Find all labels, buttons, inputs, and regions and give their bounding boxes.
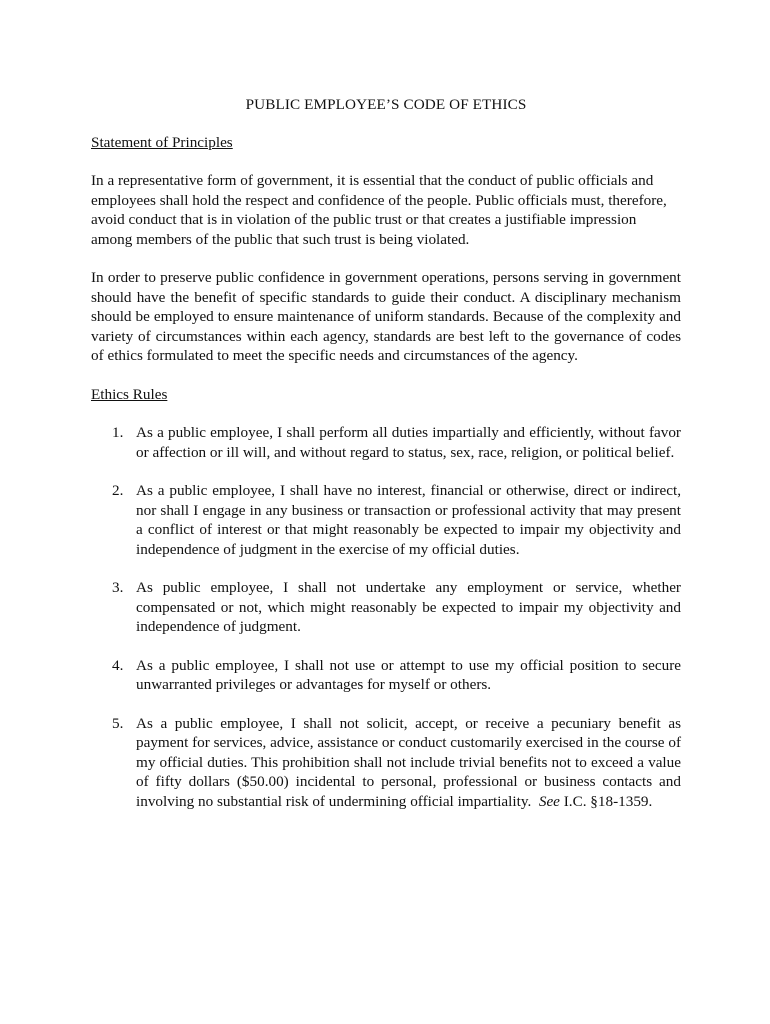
list-item-text: As public employee, I shall not undertake any employment or service, whether compensated or not, which might reasonably be expected to impair my objectivity and independence of judgment. (136, 579, 681, 635)
document-page (91, 95, 681, 830)
ethics-rules-list (91, 423, 681, 811)
list-item-text: As a public employee, I shall not use or attempt to use my official position to secure unwarranted privileges or advantages for myself or others. (136, 656, 681, 693)
document-title: PUBLIC EMPLOYEE’S CODE OF ETHICS (245, 96, 527, 113)
see-label: See (538, 792, 560, 810)
list-item (91, 578, 681, 637)
section-heading-ethics-rules: Ethics Rules (91, 385, 168, 403)
list-item-number: 4. (112, 656, 124, 674)
statute-citation: I.C. §18-1359. (563, 792, 653, 810)
list-item-text: As a public employee, I shall perform all duties impartially and efficiently, without favor or affection or ill will, and without regard to status, sex, race, religion, or political belief. (136, 424, 681, 461)
paragraph: In a representative form of government, it is essential that the conduct of public officials and employees shall hold the respect and confidence of the people. Public officials must, therefore, avoid conduct that is in violation of the public trust or that creates a justifiable impression among members of the public that such trust is being violated. (91, 172, 667, 248)
list-item-number: 3. (112, 579, 124, 596)
list-item-text: As a public employee, I shall not solicit, accept, or receive a pecuniary benefit as payment for services, advice, assistance or conduct customarily exercised in the course of my official duties. This prohibition shall not include trivial benefits not to exceed a value of fifty dollars ($50.00) incidental to personal, professional or business contacts and involving no substantial risk of undermining official impartiality. (136, 714, 681, 810)
list-item (91, 714, 681, 812)
list-item-number: 1. (112, 424, 124, 441)
list-item-number: 2. (112, 482, 124, 499)
list-item-number: 5. (112, 714, 124, 732)
paragraph: In order to preserve public confidence in government operations, persons serving in government should have the benefit of specific standards to guide their conduct. A disciplinary mechanism should be employed to ensure maintenance of uniform standards. Because of the complexity and variety of circumstances within each agency, standards are best left to the governance of codes of ethics formulated to meet the specific needs and circumstances of the agency. (91, 269, 681, 364)
list-item-text: As a public employee, I shall have no interest, financial or otherwise, direct or indirect, nor shall I engage in any business or transaction or professional activity that may present a conflict of interest or that might reasonably be expected to impair my objectivity and independence of judgment in the exercise of my official duties. (136, 482, 681, 558)
list-item (91, 423, 681, 462)
section-heading-statement-of-principles: Statement of Principles (91, 133, 233, 151)
list-item (91, 656, 681, 695)
list-item (91, 481, 681, 559)
